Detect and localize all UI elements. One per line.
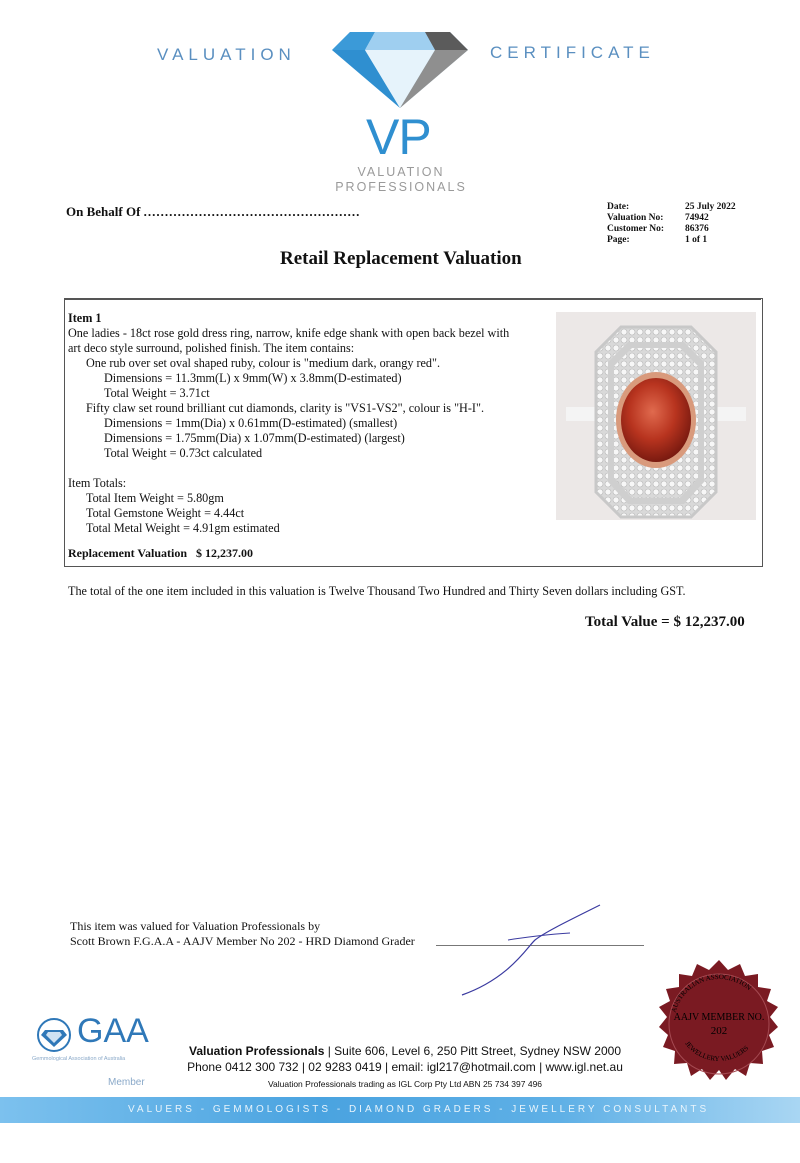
signer-line2: Scott Brown F.G.A.A - AAJV Member No 202 - HRD Diamond Grader xyxy=(70,934,415,948)
valuation-no-value: 74942 xyxy=(685,213,709,223)
ruby-weight: Total Weight = 3.71ct xyxy=(104,386,210,400)
ruby-line: One rub over set oval shaped ruby, colour is "medium dark, orangy red". xyxy=(86,356,441,370)
summary-sentence: The total of the one item included in this valuation is Twelve Thousand Two Hundred and Thirty Seven dollars including GST. xyxy=(68,584,686,598)
valuation-no-label: Valuation No: xyxy=(607,213,664,223)
on-behalf-label: On Behalf Of xyxy=(66,204,141,219)
footer-address: | Suite 606, Level 6, 250 Pitt Street, Sydney NSW 2000 xyxy=(324,1044,621,1058)
total-gem-weight: Total Gemstone Weight = 4.44ct xyxy=(86,506,245,520)
logo-subtitle-line1: VALUATION xyxy=(357,165,445,179)
replacement-value: $ 12,237.00 xyxy=(196,546,254,560)
page-value: 1 of 1 xyxy=(685,235,708,245)
gaa-name: GAA xyxy=(77,1012,149,1050)
on-behalf-of xyxy=(66,204,360,220)
certificate-meta xyxy=(607,202,736,246)
total-value: Total Value = $ 12,237.00 xyxy=(585,614,745,630)
gaa-subtitle: Gemmological Association of Australia xyxy=(32,1056,126,1062)
footer-contact xyxy=(160,1043,650,1075)
replacement-valuation xyxy=(68,546,253,561)
ruby-dimensions: Dimensions = 11.3mm(L) x 9mm(W) x 3.8mm(D-estimated) xyxy=(104,371,402,385)
seal-arc-bottom: JEWELLERY VALUERS xyxy=(683,1039,751,1063)
item-desc-line2: art deco style surround, polished finish. The item contains: xyxy=(68,341,355,355)
signer-line1: This item was valued for Valuation Professionals by xyxy=(70,919,321,933)
footer-trading: Valuation Professionals trading as IGL Corp Pty Ltd ABN 25 734 397 496 xyxy=(267,1079,543,1089)
item-totals-heading: Item Totals: xyxy=(68,476,127,490)
seal-member-no: 202 xyxy=(710,1025,728,1037)
item-heading: Item 1 xyxy=(68,311,102,325)
aajv-seal xyxy=(650,958,788,1090)
header-valuation-word: VALUATION xyxy=(157,45,296,64)
customer-no-value: 86376 xyxy=(685,224,709,234)
date-label: Date: xyxy=(607,202,630,212)
signer-block xyxy=(70,919,415,949)
logo-subtitle xyxy=(330,165,472,195)
total-item-weight: Total Item Weight = 5.80gm xyxy=(86,491,224,505)
gaa-member: Member xyxy=(108,1077,145,1088)
footer-contacts: Phone 0412 300 732 | 02 9283 0419 | email: igl217@hotmail.com | www.igl.net.au xyxy=(187,1060,623,1074)
diamond-weight: Total Weight = 0.73ct calculated xyxy=(104,446,263,460)
item-desc-line1: One ladies - 18ct rose gold dress ring, narrow, knife edge shank with open back bezel with xyxy=(68,326,510,340)
item-box-inner-rule xyxy=(64,299,761,300)
customer-no-label: Customer No: xyxy=(607,224,665,234)
signature-mark xyxy=(450,900,610,1000)
seal-arc-top: AUSTRALIAN ASSOCIATION xyxy=(669,972,753,1014)
diamond-dims-large: Dimensions = 1.75mm(Dia) x 1.07mm(D-estimated) (largest) xyxy=(104,431,405,445)
diamond-logo-icon xyxy=(330,28,470,110)
replacement-label: Replacement Valuation xyxy=(68,546,188,560)
logo-vp-letters: VP xyxy=(366,109,431,165)
logo-subtitle-line2: PROFESSIONALS xyxy=(335,180,467,194)
footer-company: Valuation Professionals xyxy=(189,1044,325,1058)
page-title: Retail Replacement Valuation xyxy=(280,248,522,269)
diamond-line: Fifty claw set round brilliant cut diamonds, clarity is "VS1-VS2", colour is "H-I". xyxy=(86,401,484,415)
item-description xyxy=(68,311,553,536)
seal-member-text: AAJV MEMBER NO. xyxy=(673,1012,765,1023)
date-value: 25 July 2022 xyxy=(685,202,736,212)
page-label: Page: xyxy=(607,235,630,245)
on-behalf-dots: ................................................... xyxy=(143,204,361,219)
diamond-dims-small: Dimensions = 1mm(Dia) x 0.61mm(D-estimated) (smallest) xyxy=(104,416,398,430)
gaa-gem-icon xyxy=(34,1017,74,1053)
footer-band-text: VALUERS - GEMMOLOGISTS - DIAMOND GRADERS - JEWELLERY CONSULTANTS xyxy=(128,1104,710,1115)
total-metal-weight: Total Metal Weight = 4.91gm estimated xyxy=(86,521,280,535)
ring-photo xyxy=(556,312,756,520)
header-certificate-word: CERTIFICATE xyxy=(490,43,655,62)
